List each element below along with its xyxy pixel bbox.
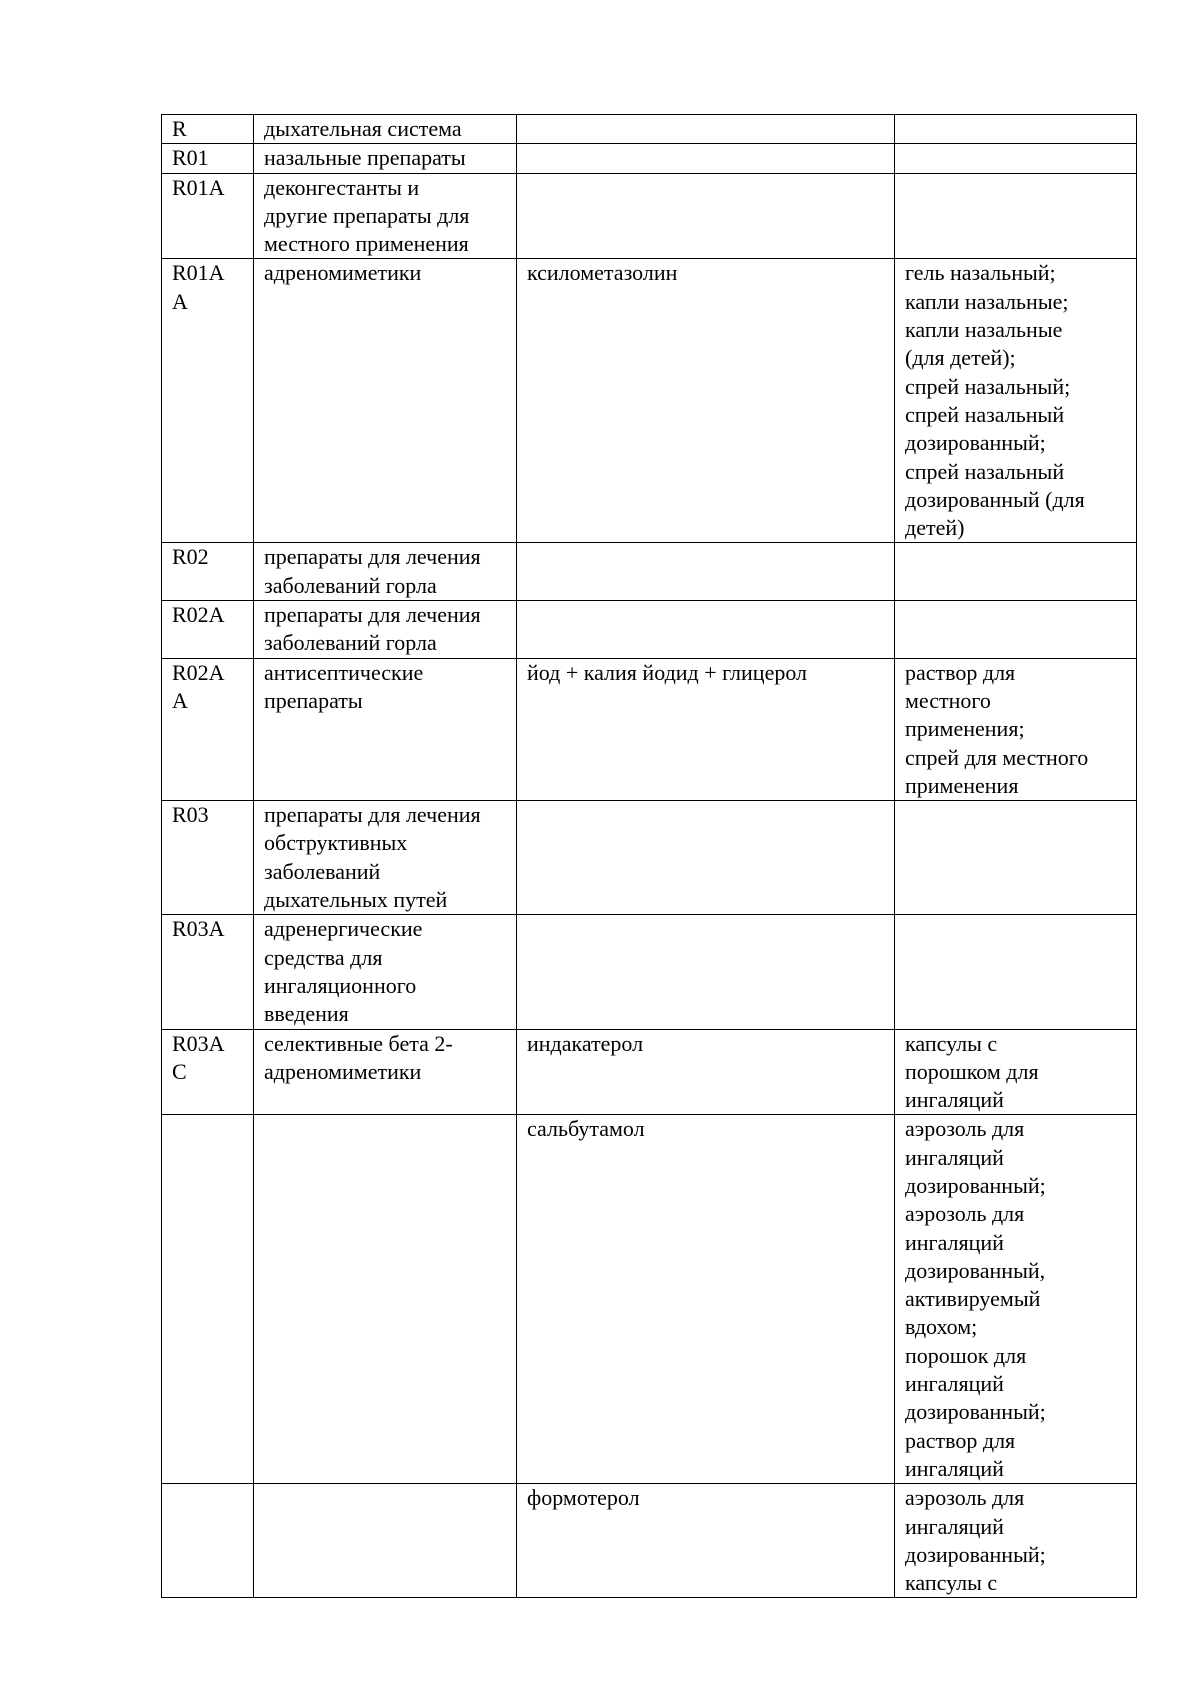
cell-text-line: капсулы с <box>905 1030 998 1056</box>
table-row <box>162 173 1137 259</box>
cell-text-line: заболеваний <box>264 858 381 884</box>
table-row <box>162 1484 1137 1598</box>
dosage-forms-cell <box>895 1115 1137 1484</box>
cell-text-line: применения <box>905 772 1019 798</box>
cell-text-line: дозированный; <box>905 1541 1046 1567</box>
drug-name-cell <box>517 144 895 173</box>
cell-text-line: адренергические <box>264 916 423 942</box>
cell-text-line: препараты для лечения <box>264 802 481 828</box>
empty-line <box>905 543 1127 571</box>
cell-text-line: обструктивных <box>264 830 408 856</box>
atc-code-cell <box>162 658 254 800</box>
cell-text-line: средства для <box>264 944 383 970</box>
cell-text-line: аэрозоль для <box>905 1201 1025 1227</box>
cell-text-line: R03A <box>172 1030 225 1056</box>
empty-line <box>527 144 885 172</box>
cell-text-line: R01 <box>172 145 209 171</box>
table-row <box>162 115 1137 144</box>
dosage-forms-cell <box>895 1029 1137 1115</box>
atc-code-cell <box>162 115 254 144</box>
cell-text-line: аэрозоль для <box>905 1116 1025 1142</box>
dosage-forms-cell <box>895 543 1137 601</box>
cell-text-line: ингаляций <box>905 1144 1004 1170</box>
empty-line <box>905 144 1127 172</box>
empty-line <box>264 1484 507 1512</box>
drug-name-cell <box>517 915 895 1029</box>
cell-text-line: раствор для <box>905 659 1016 685</box>
table-body <box>162 115 1137 1598</box>
empty-line <box>527 174 885 202</box>
cell-text-line: аэрозоль для <box>905 1485 1025 1511</box>
cell-text-line: спрей назальный <box>905 401 1065 427</box>
anatomical-group-cell <box>254 801 517 915</box>
cell-text-line: другие препараты для <box>264 202 470 228</box>
cell-text-line: A <box>172 687 188 713</box>
cell-text-line: спрей для местного <box>905 744 1089 770</box>
empty-line <box>905 115 1127 143</box>
dosage-forms-cell <box>895 115 1137 144</box>
dosage-forms-cell <box>895 1484 1137 1598</box>
cell-text-line: R03 <box>172 802 209 828</box>
atc-code-cell <box>162 915 254 1029</box>
cell-text-line: ингаляционного <box>264 972 417 998</box>
cell-text-line: введения <box>264 1001 349 1027</box>
anatomical-group-cell <box>254 173 517 259</box>
table-row <box>162 259 1137 543</box>
cell-text-line: R02A <box>172 602 225 628</box>
empty-line <box>264 1115 507 1143</box>
cell-text-line: назальные препараты <box>264 145 466 171</box>
atc-code-cell <box>162 259 254 543</box>
empty-line <box>172 1115 244 1143</box>
cell-text-line: адреномиметики <box>264 1058 422 1084</box>
atc-code-cell <box>162 1029 254 1115</box>
empty-line <box>905 801 1127 829</box>
cell-text-line: адреномиметики <box>264 260 422 286</box>
cell-text-line: ингаляций <box>905 1371 1004 1397</box>
dosage-forms-cell <box>895 173 1137 259</box>
drug-name-cell <box>517 259 895 543</box>
drug-name-cell <box>517 173 895 259</box>
cell-text-line: R02A <box>172 659 225 685</box>
atc-code-cell <box>162 801 254 915</box>
empty-line <box>905 174 1127 202</box>
cell-text-line: формотерол <box>527 1485 640 1511</box>
atc-code-cell <box>162 1484 254 1598</box>
anatomical-group-cell <box>254 915 517 1029</box>
cell-text-line: ингаляций <box>905 1455 1004 1481</box>
cell-text-line: A <box>172 288 188 314</box>
empty-line <box>527 543 885 571</box>
dosage-forms-cell <box>895 144 1137 173</box>
cell-text-line: дыхательная система <box>264 116 462 141</box>
cell-text-line: C <box>172 1058 187 1084</box>
drug-name-cell <box>517 1115 895 1484</box>
cell-text-line: дозированный; <box>905 1172 1046 1198</box>
dosage-forms-cell <box>895 658 1137 800</box>
cell-text-line: спрей назальный <box>905 458 1065 484</box>
empty-line <box>905 915 1127 943</box>
cell-text-line: ксилометазолин <box>527 260 678 286</box>
cell-text-line: местного применения <box>264 231 469 257</box>
drug-name-cell <box>517 801 895 915</box>
cell-text-line: капсулы с <box>905 1570 998 1596</box>
dosage-forms-cell <box>895 259 1137 543</box>
cell-text-line: R02 <box>172 544 209 570</box>
cell-text-line: R03A <box>172 916 225 942</box>
drug-classification-table <box>161 114 1137 1598</box>
anatomical-group-cell <box>254 1115 517 1484</box>
cell-text-line: ингаляций <box>905 1513 1004 1539</box>
table-row <box>162 915 1137 1029</box>
table-row <box>162 543 1137 601</box>
table-row <box>162 1115 1137 1484</box>
cell-text-line: местного <box>905 687 991 713</box>
anatomical-group-cell <box>254 1029 517 1115</box>
cell-text-line: препараты <box>264 687 363 713</box>
cell-text-line: йод + калия йодид + глицерол <box>527 659 808 685</box>
cell-text-line: гель назальный; <box>905 260 1056 286</box>
cell-text-line: заболеваний горла <box>264 630 437 656</box>
dosage-forms-cell <box>895 915 1137 1029</box>
atc-code-cell <box>162 601 254 659</box>
cell-text-line: R <box>172 116 187 141</box>
table-row <box>162 1029 1137 1115</box>
empty-line <box>527 915 885 943</box>
cell-text-line: дозированный; <box>905 430 1046 456</box>
cell-text-line: индакатерол <box>527 1030 644 1056</box>
cell-text-line: заболеваний горла <box>264 572 437 598</box>
anatomical-group-cell <box>254 658 517 800</box>
drug-name-cell <box>517 658 895 800</box>
empty-line <box>172 1484 244 1512</box>
cell-text-line: (для детей); <box>905 345 1016 371</box>
cell-text-line: дозированный (для <box>905 486 1085 512</box>
anatomical-group-cell <box>254 543 517 601</box>
table-row <box>162 801 1137 915</box>
empty-line <box>527 115 885 143</box>
cell-text-line: капли назальные; <box>905 288 1069 314</box>
table-row <box>162 658 1137 800</box>
cell-text-line: препараты для лечения <box>264 602 481 628</box>
cell-text-line: дозированный, <box>905 1257 1046 1283</box>
cell-text-line: антисептические <box>264 659 424 685</box>
empty-line <box>527 801 885 829</box>
atc-code-cell <box>162 543 254 601</box>
cell-text-line: порошок для <box>905 1342 1027 1368</box>
anatomical-group-cell <box>254 601 517 659</box>
anatomical-group-cell <box>254 1484 517 1598</box>
cell-text-line: селективные бета 2- <box>264 1030 453 1056</box>
cell-text-line: R01A <box>172 174 225 200</box>
cell-text-line: спрей назальный; <box>905 373 1071 399</box>
drug-name-cell <box>517 115 895 144</box>
drug-name-cell <box>517 1029 895 1115</box>
dosage-forms-cell <box>895 801 1137 915</box>
cell-text-line: дыхательных путей <box>264 887 448 913</box>
atc-code-cell <box>162 173 254 259</box>
cell-text-line: порошком для <box>905 1058 1039 1084</box>
empty-line <box>527 601 885 629</box>
cell-text-line: детей) <box>905 515 965 541</box>
table-row <box>162 601 1137 659</box>
anatomical-group-cell <box>254 115 517 144</box>
cell-text-line: капли назальные <box>905 317 1063 343</box>
drug-name-cell <box>517 601 895 659</box>
cell-text-line: препараты для лечения <box>264 544 481 570</box>
table-row <box>162 144 1137 173</box>
cell-text-line: раствор для <box>905 1427 1016 1453</box>
atc-code-cell <box>162 144 254 173</box>
cell-text-line: R01A <box>172 260 225 286</box>
dosage-forms-cell <box>895 601 1137 659</box>
cell-text-line: применения; <box>905 716 1025 742</box>
cell-text-line: ингаляций <box>905 1229 1004 1255</box>
cell-text-line: ингаляций <box>905 1087 1004 1113</box>
cell-text-line: вдохом; <box>905 1314 978 1340</box>
anatomical-group-cell <box>254 144 517 173</box>
drug-name-cell <box>517 543 895 601</box>
cell-text-line: активируемый <box>905 1286 1041 1312</box>
atc-code-cell <box>162 1115 254 1484</box>
cell-text-line: дозированный; <box>905 1399 1046 1425</box>
empty-line <box>905 601 1127 629</box>
drug-name-cell <box>517 1484 895 1598</box>
anatomical-group-cell <box>254 259 517 543</box>
cell-text-line: сальбутамол <box>527 1116 645 1142</box>
cell-text-line: деконгестанты и <box>264 174 420 200</box>
